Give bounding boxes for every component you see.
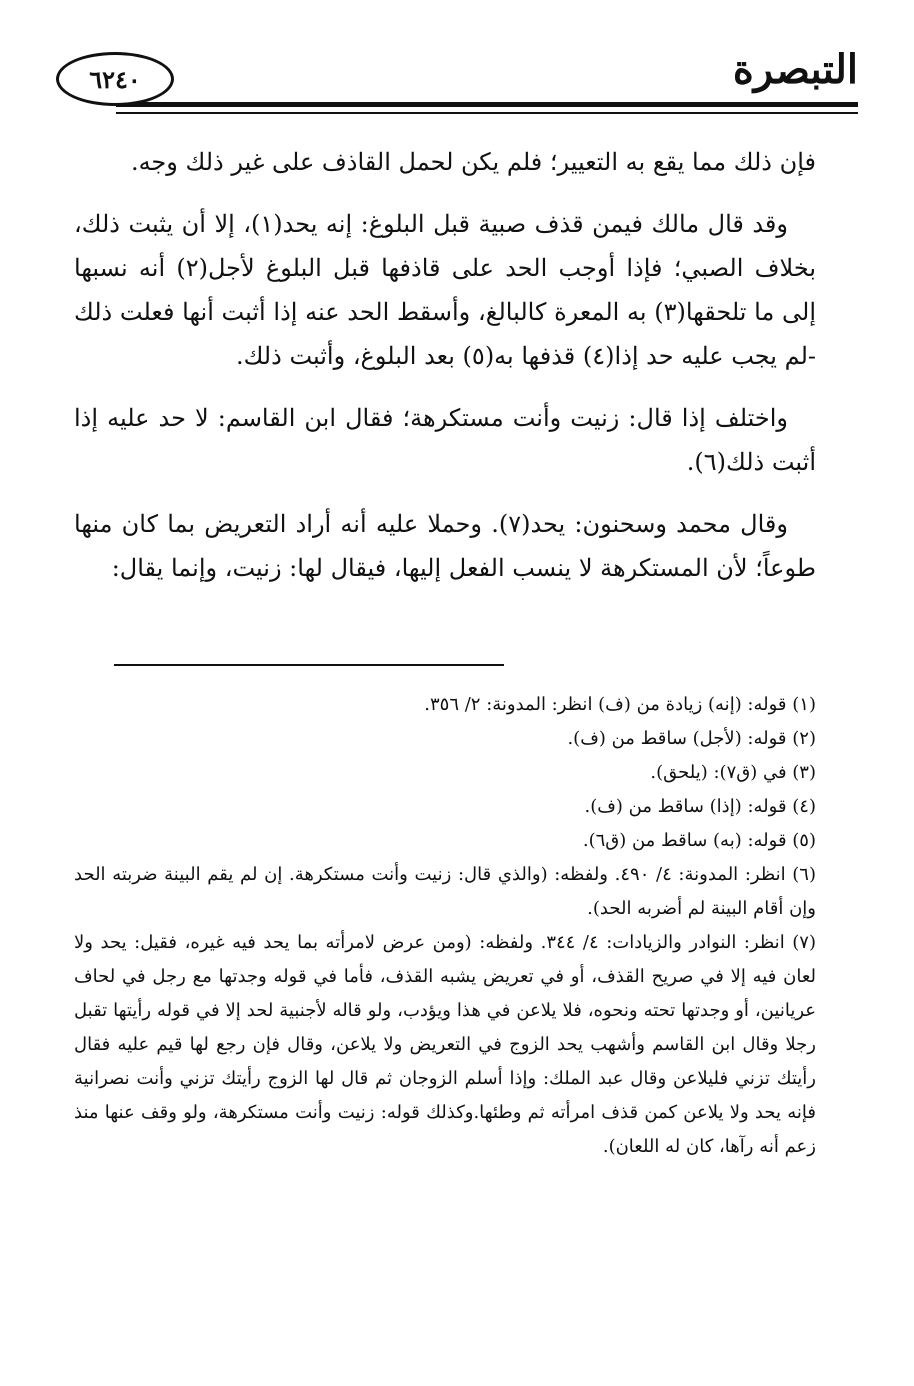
paragraph-3: واختلف إذا قال: زنيت وأنت مستكرهة؛ فقال ابن القاسم: لا حد عليه إذا أثبت ذلك(٦). [74, 404, 816, 476]
footnote-5: (٥) قوله: (به) ساقط من (ق٦). [582, 830, 816, 851]
header-rule-thick [116, 102, 858, 107]
footnote-2: (٢) قوله: (لأجل) ساقط من (ف). [567, 728, 816, 749]
header-rule-thin [116, 112, 858, 114]
paragraph-4: وقال محمد وسحنون: يحد(٧). وحملا عليه أنه أراد التعريض بما كان منها طوعاً؛ لأن المستكرهة لا ينسب الفعل إليها، فيقال لها: زنيت، وإنما يقال: [74, 510, 816, 582]
footnote-1: (١) قوله: (إنه) زيادة من (ف) انظر: المدونة: ٢/ ٣٥٦. [424, 694, 816, 715]
main-text [74, 140, 816, 608]
footnote-7: (٧) انظر: النوادر والزيادات: ٤/ ٣٤٤. ولفظه: (ومن عرض لامرأته بما يحد فيه غيره، فقيل: يحد ولا لعان فيه إلا في صريح القذف، أو في تعريض يشبه القذف، فأما في قوله وجدتها مع رجل في لحاف عريانين، أو وجدتها تحته ونحوه، فلا يلاعن في هذا ويؤدب، ولو قاله لأجنبية لحد إلا في قوله رأيتها تقبل رجلا وقال ابن القاسم وأشهب يحد الزوج في التعريض ولا يلاعن، وقال فإن رجع لها قيم عليه فقال رأيتك تزني فليلاعن وقال عبد الملك: وإذا أسلم الزوجان ثم قال لها الزوج رأيتك تزني وأنت نصرانية فإنه يحد ولا يلاعن كمن قذف امرأته ثم وطئها.وكذلك قوله: زنيت وأنت مستكرهة، ولو وقف عنها منذ زعم أنه رآها، كان له اللعان). [74, 932, 816, 1157]
page-header [56, 40, 858, 112]
footnotes [74, 688, 816, 1164]
footnote-4: (٤) قوله: (إذا) ساقط من (ف). [584, 796, 816, 817]
book-title-logo: التبصرة [732, 46, 858, 93]
paragraph-2: وقد قال مالك فيمن قذف صبية قبل البلوغ: إنه يحد(١)، إلا أن يثبت ذلك، بخلاف الصبي؛ فإذا أوجب الحد على قاذفها قبل البلوغ لأجل(٢) أنه نسبها إلى ما تلحقها(٣) به المعرة كالبالغ، وأسقط الحد عنه إذا أثبت أنها فعلت ذلك -لم يجب عليه حد إذا(٤) قذفها به(٥) بعد البلوغ، وأثبت ذلك. [74, 210, 817, 370]
page-number: ٦٢٤٠ [56, 52, 174, 106]
footnote-separator [114, 664, 504, 666]
footnote-3: (٣) في (ق٧): (يلحق). [650, 762, 816, 783]
paragraph-1: فإن ذلك مما يقع به التعيير؛ فلم يكن لحمل القاذف على غير ذلك وجه. [130, 148, 816, 176]
footnote-6: (٦) انظر: المدونة: ٤/ ٤٩٠. ولفظه: (والذي قال: زنيت وأنت مستكرهة. إن لم يقم البينة ضربته الحد وإن أقام البينة لم أضربه الحد). [74, 864, 816, 919]
